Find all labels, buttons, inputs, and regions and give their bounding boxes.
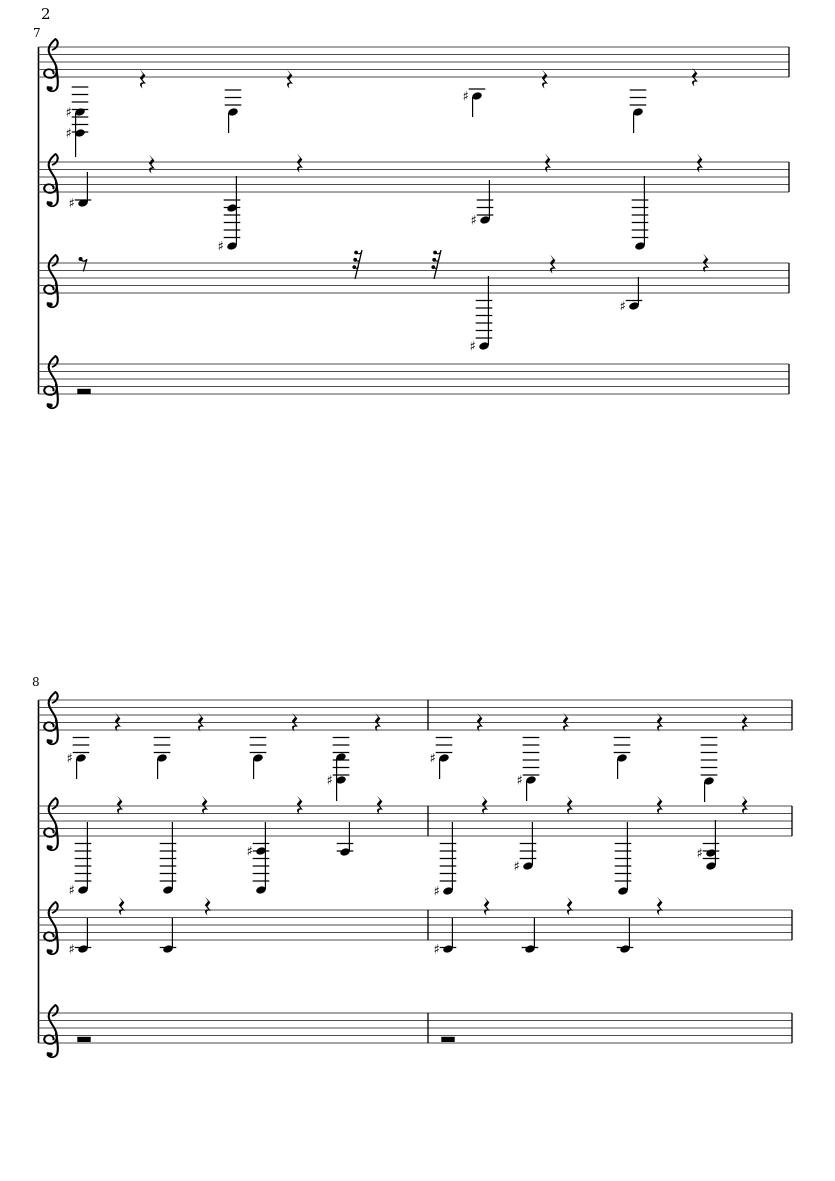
note [522,918,539,954]
quarter-rest [119,897,125,916]
rest-dot [433,251,437,255]
quarter-rest [205,897,211,916]
treble-clef-stroke [44,356,57,395]
sharp-accidental: ♯ [429,751,436,767]
eighth-rest [79,257,87,272]
note [160,918,177,954]
note [517,738,540,802]
treble-clef-stroke [44,692,57,731]
sharp-accidental: ♯ [433,884,440,900]
treble-clef-blob [48,845,53,849]
chord [697,820,720,871]
note [632,176,649,251]
sharp-accidental: ♯ [68,196,75,212]
quarter-rest-glyph [377,796,383,815]
treble-clef-blob [48,403,53,407]
sharp-accidental: ♯ [433,942,440,958]
staff-2-2 [39,796,793,900]
quarter-rest-glyph [287,70,293,89]
treble-clef-blob [48,949,53,953]
treble-clef-blob [48,302,53,306]
staff-2-4 [39,1005,793,1057]
sharp-accidental: ♯ [516,773,523,789]
whole-rest [441,1037,454,1042]
rest-dot [354,251,358,255]
quarter-rest [742,796,748,815]
quarter-rest [657,796,663,815]
note [69,918,92,958]
note [615,822,632,896]
bar-number-system-2: 8 [32,675,40,689]
chord [218,176,241,255]
quarter-rest [140,70,146,89]
quarter-rest [567,897,573,916]
staff-1-3 [39,250,790,355]
staff-1-2 [39,154,790,255]
quarter-rest [567,796,573,815]
quarter-rest-glyph [297,796,303,815]
sharp-accidental: ♯ [217,239,224,255]
rest-dot [432,258,436,262]
sharp-accidental: ♯ [513,859,520,875]
note [701,738,718,803]
rest-dot [353,258,357,262]
quarter-rest-glyph [542,70,548,89]
sharp-accidental: ♯ [470,213,477,229]
quarter-rest-glyph [202,796,208,815]
rest-dot [431,265,435,269]
quarter-rest [117,796,123,815]
sharp-accidental: ♯ [65,126,72,142]
whole-rest [77,389,90,394]
sharp-accidental: ♯ [619,299,626,315]
quarter-rest-glyph [205,897,211,916]
treble-clef-stroke [44,902,57,941]
treble-clef-blob [48,739,53,743]
note [470,276,493,355]
quarter-rest [202,796,208,815]
thirty-second-rest [431,250,441,279]
quarter-rest-glyph [742,796,748,815]
quarter-rest [149,155,155,174]
sharp-accidental: ♯ [469,339,476,355]
treble-clef-blob [48,86,53,90]
quarter-rest [482,796,488,815]
thirty-second-rest [352,250,362,279]
sharp-accidental: ♯ [68,942,75,958]
note [69,822,92,899]
staff-1-1 [39,39,790,157]
treble-clef-stroke [44,154,57,193]
note [67,738,90,780]
quarter-rest-glyph [484,897,490,916]
sharp-accidental: ♯ [326,773,333,789]
treble-clef-stroke [44,255,57,294]
note [463,89,486,117]
quarter-rest [377,796,383,815]
whole-rest [77,1037,90,1042]
quarter-rest-glyph [117,796,123,815]
treble-clef-stroke [44,798,57,837]
sharp-accidental: ♯ [246,844,253,860]
note [430,738,453,780]
quarter-rest-glyph [657,897,663,916]
page-number: 2 [41,5,51,23]
quarter-rest-glyph [149,155,155,174]
quarter-rest [542,70,548,89]
note [434,822,457,900]
quarter-rest-glyph [567,897,573,916]
quarter-rest [297,796,303,815]
sharp-accidental: ♯ [68,883,75,899]
note [250,738,267,780]
sharp-accidental: ♯ [696,846,703,862]
treble-clef-blob [48,201,53,205]
quarter-rest-glyph [657,796,663,815]
rest-dot [352,265,356,269]
note [434,918,457,958]
sharp-accidental: ♯ [65,105,72,121]
quarter-rest [657,897,663,916]
note [514,822,537,875]
quarter-rest [287,70,293,89]
quarter-rest-glyph [119,897,125,916]
sharp-accidental: ♯ [462,89,469,105]
note [614,738,631,780]
treble-clef-blob [48,1052,53,1056]
note [337,822,354,857]
note [471,180,494,229]
quarter-rest-glyph [140,70,146,89]
note [225,90,242,133]
treble-clef-stroke [44,39,57,78]
note [620,277,643,315]
bar-number-system-1: 7 [33,26,41,40]
treble-clef-stroke [44,1005,57,1044]
quarter-rest-glyph [482,796,488,815]
system-1 [39,39,790,408]
quarter-rest-glyph [567,796,573,815]
staff-1-4 [39,356,790,408]
quarter-rest [484,897,490,916]
chord [327,738,350,802]
chord [66,87,89,157]
note [160,822,177,895]
note [617,918,634,954]
chord [247,822,270,895]
note [154,738,171,780]
staff-2-3 [39,897,793,958]
sharp-accidental: ♯ [66,751,73,767]
system-2 [39,692,793,1057]
note [630,90,647,133]
staff-2-1 [39,692,793,802]
